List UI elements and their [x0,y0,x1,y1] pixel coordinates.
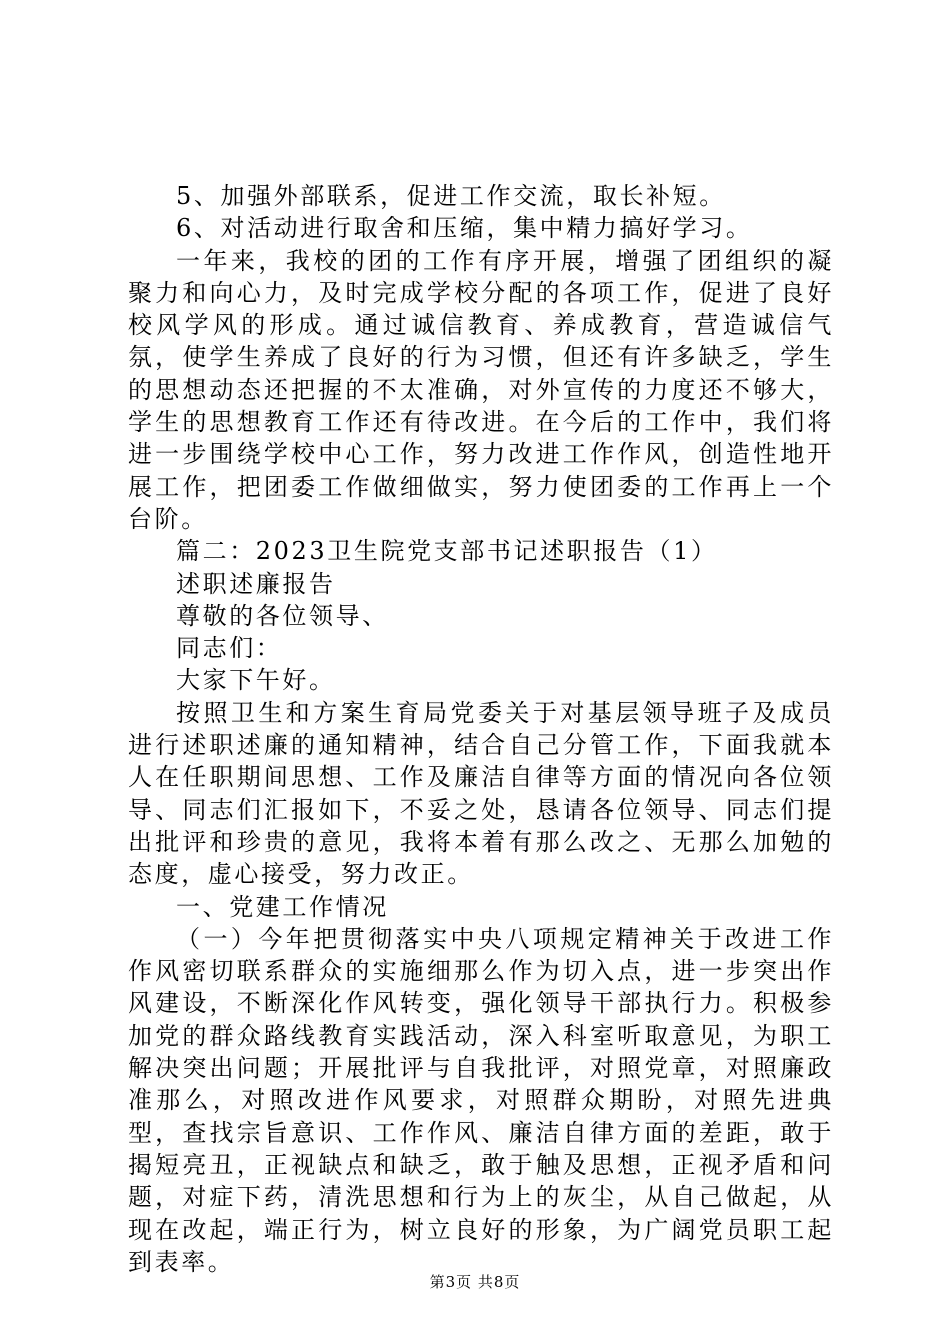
paragraph-party-building: （一）今年把贯彻落实中央八项规定精神关于改进工作作风密切联系群众的实施细那么作为切入点，进一步突出作风建设，不断深化作风转变，强化领导干部执行力。积极参加党的群众路线教育实践活动，深入科室听取意见，为职工解决突出问题；开展批评与自我批评，对照党章，对照廉政准那么，对照改进作风要求，对照群众期盼，对照先进典型，查找宗旨意识、工作作风、廉洁自律方面的差距，敢于揭短亮丑，正视缺点和缺乏，敢于触及思想，正视矛盾和问题，对症下药，清洗思想和行为上的灰尘，从自己做起，从现在改起，端正行为，树立良好的形象，为广阔党员职工起到表率。 [128,924,834,1276]
paragraph-item-5: 5、加强外部联系，促进工作交流，取长补短。 [176,182,726,210]
subsection-heading: 一、党建工作情况 [176,892,389,921]
paragraph-intro: 按照卫生和方案生育局党委关于对基层领导班子及成员进行述职述廉的通知精神，结合自己分管工作，下面我就本人在任职期间思想、工作及廉洁自律等方面的情况向各位领导、同志们汇报如下，不妥之处，恳请各位领导、同志们提出批评和珍贵的意见，我将本着有那么改之、无那么加勉的态度，虚心接受，努力改正。 [128,698,834,889]
document-body [128,180,834,1278]
salutation-line-2: 同志们： [176,634,283,663]
section-heading: 篇二：2023卫生院党支部书记述职报告（1） [176,537,718,566]
salutation-line-1: 尊敬的各位领导、 [176,601,389,630]
greeting: 大家下午好。 [176,666,336,695]
paragraph-item-6: 6、对活动进行取舍和压缩，集中精力搞好学习。 [176,214,753,243]
paragraph-summary: 一年来，我校的团的工作有序开展，增强了团组织的凝聚力和向心力，及时完成学校分配的各项工作，促进了良好校风学风的形成。通过诚信教育、养成教育，营造诚信气氛，使学生养成了良好的行为习惯，但还有许多缺乏，学生的思想动态还把握的不太准确，对外宣传的力度还不够大，学生的思想教育工作还有待改进。在今后的工作中，我们将进一步围绕学校中心工作，努力改进工作作风，创造性地开展工作，把团委工作做细做实，努力使团委的工作再上一个台阶。 [128,246,834,533]
report-title: 述职述廉报告 [176,569,336,598]
page-number-footer: 第3页 共8页 [429,1273,521,1291]
